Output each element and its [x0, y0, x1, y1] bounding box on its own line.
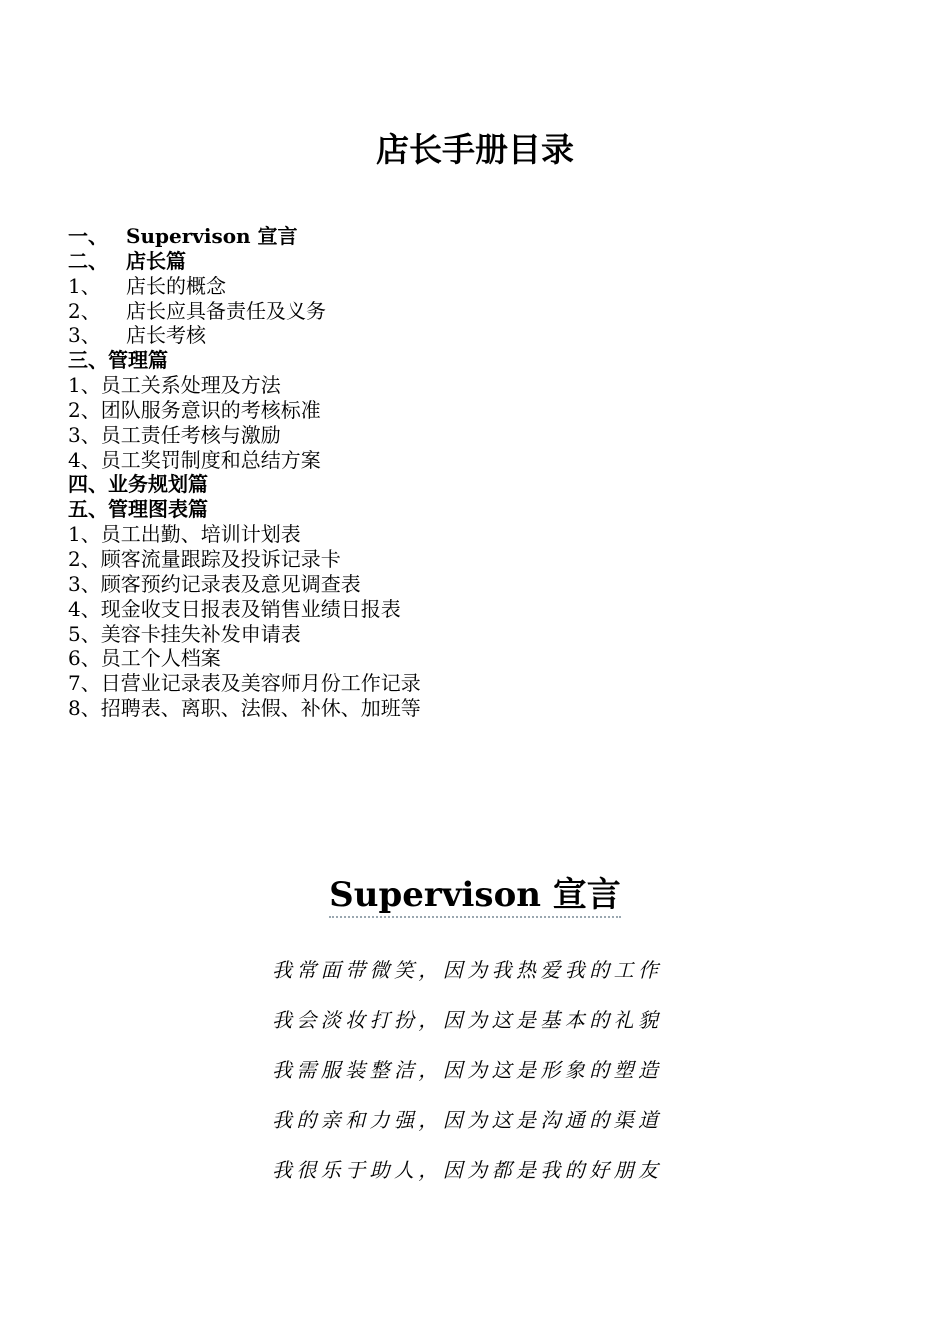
toc-item-text: 日营业记录表及美容师月份工作记录: [100, 671, 421, 696]
pledge-line: 我很乐于助人，因为都是我的好朋友: [272, 1158, 663, 1182]
toc-item-number: 5、: [68, 621, 101, 646]
toc-item: [68, 299, 628, 324]
toc-item-text: 员工责任考核与激励: [100, 422, 281, 447]
toc-item-number: 7、: [68, 671, 101, 696]
toc-item: [68, 497, 628, 522]
pledge-line: 我需服装整洁，因为这是形象的塑造: [272, 1058, 663, 1082]
toc-item-number: 4、: [68, 447, 101, 472]
toc-item-text: 员工个人档案: [100, 646, 221, 671]
pledge-list: [272, 954, 692, 1204]
toc-item-number: 1、: [68, 522, 101, 547]
table-of-contents: [68, 224, 628, 721]
toc-item: [68, 373, 628, 398]
toc-item-number: 三、: [68, 348, 108, 373]
toc-item-number: 2、: [68, 298, 101, 323]
toc-item: [68, 622, 628, 647]
toc-item-number: 2、: [68, 546, 101, 571]
section-title-text: Supervison 宣言: [329, 875, 621, 918]
toc-item-text: Supervison 宣言: [126, 224, 298, 248]
toc-item-number: 二、: [68, 248, 108, 273]
toc-item: [68, 671, 628, 696]
toc-item: [68, 423, 628, 448]
toc-item-number: 4、: [68, 596, 101, 621]
toc-item: [68, 448, 628, 473]
toc-item-text: 员工奖罚制度和总结方案: [100, 447, 321, 472]
pledge-line: 我的亲和力强，因为这是沟通的渠道: [272, 1108, 663, 1132]
toc-item-number: 3、: [68, 323, 101, 348]
toc-item-number: 四、: [68, 472, 108, 497]
toc-item-text: 管理图表篇: [108, 497, 208, 522]
toc-item-text: 招聘表、离职、法假、补休、加班等: [100, 696, 421, 721]
toc-item-number: 五、: [68, 497, 108, 522]
toc-item-text: 店长的概念: [126, 273, 226, 298]
toc-item: [68, 547, 628, 572]
toc-item: [68, 224, 628, 249]
toc-item-number: 8、: [68, 696, 101, 721]
toc-item: [68, 472, 628, 497]
toc-item: [68, 274, 628, 299]
pledge-line: 我会淡妆打扮，因为这是基本的礼貌: [272, 1008, 663, 1032]
toc-item: [68, 323, 628, 348]
toc-item: [68, 522, 628, 547]
pledge-line: 我常面带微笑，因为我热爱我的工作: [272, 958, 663, 982]
toc-item: [68, 398, 628, 423]
toc-item: [68, 696, 628, 721]
toc-item-text: 顾客预约记录表及意见调查表: [100, 571, 361, 596]
toc-item-text: 管理篇: [108, 348, 168, 373]
section-title: [0, 872, 950, 918]
toc-item-text: 员工出勤、培训计划表: [100, 522, 301, 547]
toc-item-number: 3、: [68, 571, 101, 596]
toc-item: [68, 597, 628, 622]
toc-item-text: 店长篇: [126, 248, 186, 273]
page-title: 店长手册目录: [376, 130, 574, 169]
toc-item-number: 3、: [68, 422, 101, 447]
toc-item-text: 团队服务意识的考核标准: [100, 397, 321, 422]
toc-item: [68, 249, 628, 274]
toc-item-number: 一、: [68, 224, 108, 248]
toc-item-text: 顾客流量跟踪及投诉记录卡: [100, 546, 341, 571]
toc-item: [68, 572, 628, 597]
toc-item-number: 2、: [68, 397, 101, 422]
toc-item-text: 业务规划篇: [108, 472, 208, 497]
toc-item-text: 店长考核: [126, 323, 206, 348]
toc-item-text: 美容卡挂失补发申请表: [100, 621, 301, 646]
toc-item: [68, 646, 628, 671]
toc-item-text: 店长应具备责任及义务: [126, 298, 326, 323]
toc-item-text: 现金收支日报表及销售业绩日报表: [100, 596, 401, 621]
toc-item-number: 1、: [68, 373, 101, 398]
toc-item: [68, 348, 628, 373]
toc-item-number: 1、: [68, 273, 101, 298]
toc-item-number: 6、: [68, 646, 101, 671]
toc-item-text: 员工关系处理及方法: [100, 373, 281, 398]
